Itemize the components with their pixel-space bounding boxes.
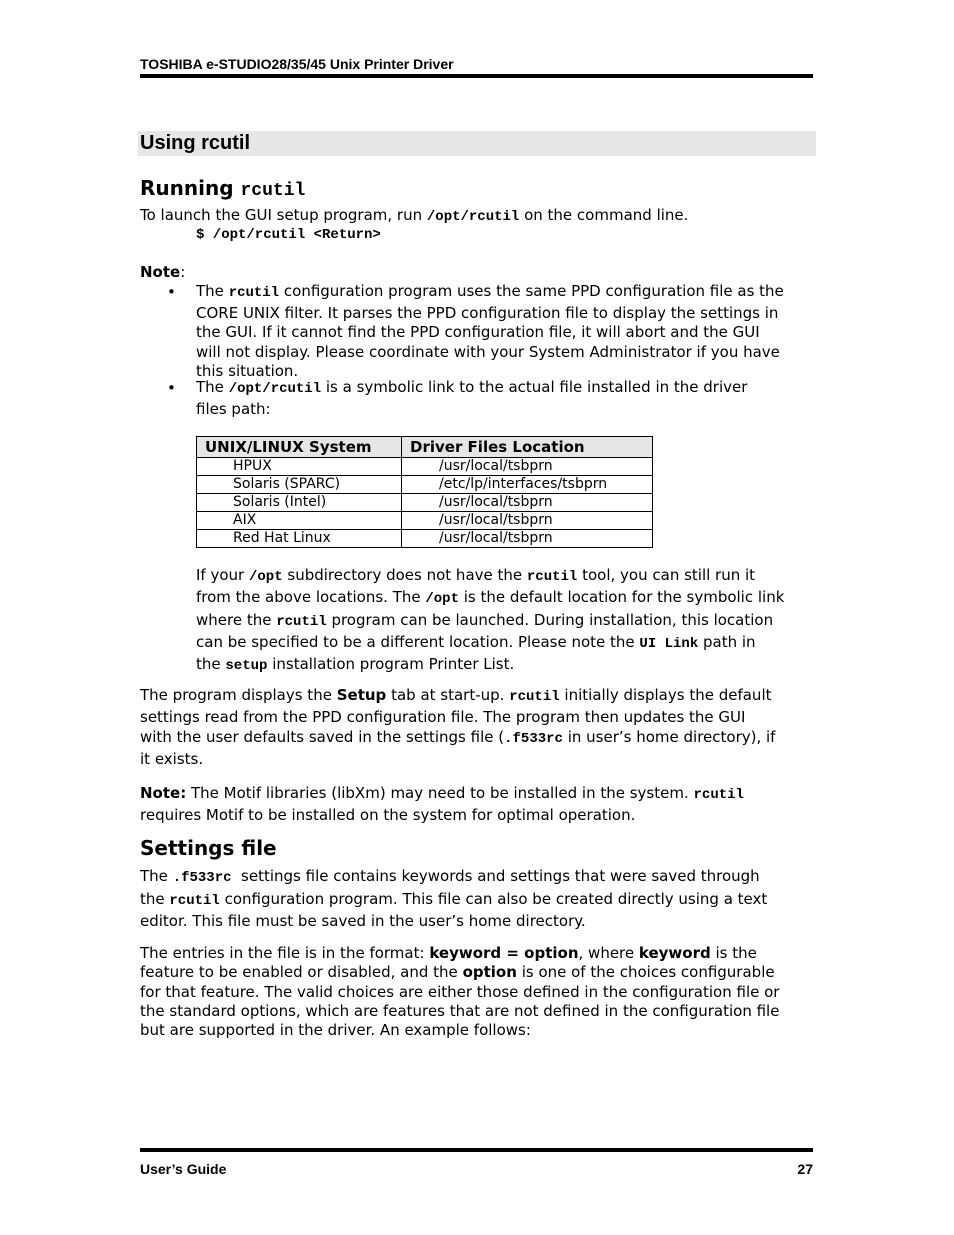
footer-rule bbox=[140, 1148, 813, 1152]
section-title: Using rcutil bbox=[140, 132, 251, 154]
motif-note: Note: The Motif libraries (libXm) may need to be installed in the system. rcutil requires Motif to be installed on the system for optimal operation. bbox=[140, 784, 744, 824]
intro-text-end: on the command line. bbox=[524, 206, 689, 224]
command-line: $ /opt/rcutil <Return> bbox=[196, 227, 381, 243]
settings-paragraph-1: The .f533rc settings file contains keywords and settings that were saved through the rcutil configuration program. This file can also be created directly using a text editor. This file must be saved in the user’s home directory. bbox=[140, 867, 768, 930]
table-row bbox=[197, 458, 653, 476]
table-cell-system: Solaris (SPARC) bbox=[197, 476, 402, 494]
driver-locations-table bbox=[196, 436, 653, 548]
footer-guide-label: User’s Guide bbox=[140, 1161, 227, 1177]
subsection-title-running bbox=[140, 176, 305, 201]
table-row bbox=[197, 512, 653, 530]
startup-paragraph: The program displays the Setup tab at start-up. rcutil initially displays the default settings read from the PPD configuration file. The program then updates the GUI with the user defaults saved in the settings file (.f533rc in user’s home directory), if it exists. bbox=[140, 686, 776, 768]
table-row bbox=[197, 530, 653, 548]
table-cell-system: HPUX bbox=[197, 458, 402, 476]
table-header-system: UNIX/LINUX System bbox=[197, 437, 402, 458]
subsection-title-word: Running bbox=[140, 176, 234, 200]
subsection-title-settings: Settings file bbox=[140, 836, 277, 860]
table-cell-location: /usr/local/tsbprn bbox=[402, 530, 653, 548]
table-cell-system: Solaris (Intel) bbox=[197, 494, 402, 512]
bullet-1-text: The rcutil configuration program uses the same PPD configuration file as the CORE UNIX filter. It parses the PPD configuration file to display the settings in the GUI. If it cannot find the PPD configuration file, it will abort and the GUI will not display. Please coordinate with your System Administrator if you have this situation. bbox=[196, 282, 784, 380]
table-row bbox=[197, 494, 653, 512]
bullet-2-glyph: • bbox=[167, 379, 176, 397]
table-cell-location: /usr/local/tsbprn bbox=[402, 494, 653, 512]
table-row bbox=[197, 476, 653, 494]
table-cell-system: Red Hat Linux bbox=[197, 530, 402, 548]
table-cell-system: AIX bbox=[197, 512, 402, 530]
header-rule bbox=[140, 74, 813, 78]
settings-paragraph-2: The entries in the file is in the format: keyword = option, where keyword is the feature to be enabled or disabled, and the option is one of the choices configurable for that feature. The valid choices are either those defined in the configuration file or the standard options, which are features that are not defined in the configuration file but are supported in the driver. An example follows: bbox=[140, 944, 780, 1040]
intro-paragraph bbox=[140, 206, 816, 228]
table-header-location: Driver Files Location bbox=[402, 437, 653, 458]
intro-text: To launch the GUI setup program, run bbox=[140, 206, 423, 224]
table-cell-location: /etc/lp/interfaces/tsbprn bbox=[402, 476, 653, 494]
table-cell-location: /usr/local/tsbprn bbox=[402, 512, 653, 530]
page-number: 27 bbox=[797, 1161, 813, 1177]
running-header-title: TOSHIBA e-STUDIO28/35/45 Unix Printer Driver bbox=[140, 56, 454, 72]
opt-paragraph: If your /opt subdirectory does not have the rcutil tool, you can still run it from the above locations. The /opt is the default location for the symbolic link where the rcutil program can be launched. During installation, this location can be specified to be a different location. Please note the UI Link path in the setup installation program Printer List. bbox=[196, 566, 785, 675]
bullet-1-glyph: • bbox=[167, 283, 176, 301]
table-header-row bbox=[197, 437, 653, 458]
note-label: Note: bbox=[140, 263, 186, 281]
intro-code: /opt/rcutil bbox=[426, 209, 520, 225]
table-cell-location: /usr/local/tsbprn bbox=[402, 458, 653, 476]
bullet-2-text: The /opt/rcutil is a symbolic link to the actual file installed in the driver files path: bbox=[196, 378, 748, 418]
subsection-title-code: rcutil bbox=[240, 181, 306, 201]
